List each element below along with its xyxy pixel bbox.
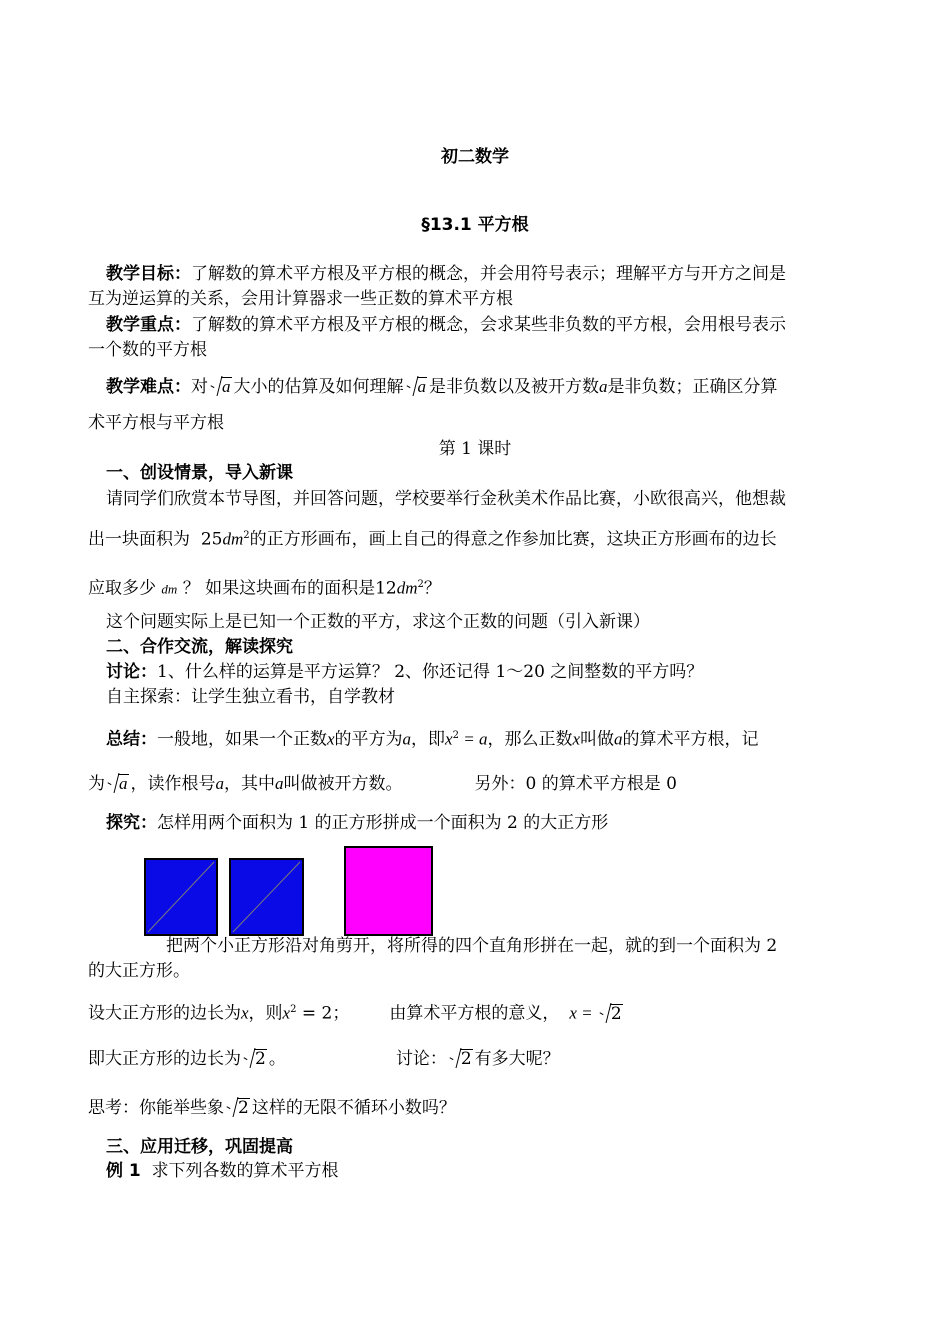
side-text-a: 设大正方形的边长为 [88, 1003, 241, 1024]
var-x: x [241, 1003, 249, 1023]
unit-sup: 2 [243, 530, 250, 541]
s1-line2-text-b: 的正方形画布，画上自己的得意之作参加比赛，这块正方形画布的边长 [249, 529, 777, 550]
summary2-text-e: 另外：0 的算术平方根是 0 [474, 774, 677, 794]
unit-dm: dm [222, 529, 244, 549]
var-a: a [402, 729, 412, 749]
teaching-goal-line2: 互为逆运算的关系，会用计算器求一些正数的算术平方根 [88, 289, 513, 309]
summary2-text-c: ，其中 [224, 774, 275, 794]
s1-line3 [88, 574, 441, 601]
summary2-text-a: 为 [88, 774, 105, 794]
cut-line2: 的大正方形。 [88, 961, 190, 981]
example-1-label: 例 1 [106, 1161, 141, 1181]
diagonal-line [231, 860, 302, 934]
doc-subject: 初二数学 [441, 147, 509, 167]
think-line [88, 1097, 456, 1119]
side2-text-a: 即大正方形的边长为 [88, 1049, 241, 1069]
summary-text-a: 一般地，如果一个正数 [157, 729, 327, 750]
discuss-text: 1、什么样的运算是平方运算？ 2、你还记得 1～20 之间整数的平方吗？ [157, 662, 704, 682]
area-12: 12 [375, 578, 397, 599]
summary-line1 [106, 725, 759, 751]
s1-line3-text-a: 应取多少 [88, 578, 156, 599]
eq-sup: 2 [290, 1004, 297, 1015]
example-1-text: 求下列各数的算术平方根 [151, 1161, 339, 1181]
sqrt-2-symbol: 2 [226, 1097, 250, 1119]
side-text-c: ； [332, 1003, 350, 1024]
side-line2 [88, 1048, 560, 1070]
unit-dm: dm [396, 578, 418, 598]
summary-line2 [88, 773, 677, 795]
area-25: 25 [200, 529, 223, 550]
section-title: §13.1 平方根 [421, 215, 529, 235]
var-a: a [215, 774, 224, 793]
teaching-focus-line1 [106, 314, 786, 336]
small-square-2 [229, 858, 304, 936]
discuss-label: 讨论： [106, 662, 157, 682]
eq-x: x [445, 729, 453, 749]
eq-x: x [282, 1003, 291, 1023]
side-text-d: 由算术平方根的意义， [389, 1003, 560, 1024]
var-x: x [572, 729, 580, 749]
side-text-b: ，则 [248, 1003, 283, 1024]
x-equals: x = [569, 1003, 597, 1023]
var-a: a [599, 377, 608, 396]
eq-rhs: = a [458, 729, 488, 749]
summary-text-f: 的算术平方根，记 [622, 729, 759, 750]
sqrt-2-symbol: 2 [243, 1048, 267, 1070]
focus-label: 教学重点： [106, 315, 191, 335]
side2-text-c: 讨论： [395, 1049, 447, 1069]
goal-label: 教学目标： [106, 264, 191, 284]
section-3-title: 三、应用迁移，巩固提高 [106, 1137, 293, 1157]
sqrt-a-symbol: a [210, 376, 232, 398]
side-line1 [88, 999, 625, 1025]
diagonal-line [146, 860, 216, 934]
sqrt-a-symbol: a [107, 773, 129, 795]
lesson-label: 第 1 课时 [438, 439, 512, 459]
small-square-1 [144, 858, 218, 936]
difficulty-label: 教学难点： [106, 377, 191, 397]
summary2-text-d: 叫做被开方数。 [283, 774, 403, 794]
s1-line4: 这个问题实际上是已知一个正数的平方，求这个正数的问题（引入新课） [106, 612, 650, 632]
summary-text-c: ，即 [411, 729, 446, 750]
sqrt-2-symbol: 2 [599, 1003, 623, 1025]
section-1-title: 一、创设情景，导入新课 [106, 463, 293, 483]
s1-line1: 请同学们欣赏本节导图，并回答问题，学校要举行金秋美术作品比赛，小欧很高兴，他想裁 [106, 489, 786, 509]
eq2-rhs: = 2 [296, 1003, 333, 1024]
example-1-line [106, 1160, 339, 1182]
var-x: x [327, 729, 335, 749]
difficulty-text-c: 是非负数以及被开方数 [429, 377, 599, 397]
summary-text-e: 叫做 [580, 729, 614, 750]
summary-text-d: ，那么正数 [487, 729, 573, 750]
summary2-text-b: ，读作根号 [130, 774, 216, 794]
summary-label: 总结： [106, 729, 157, 750]
goal-text: 了解数的算术平方根及平方根的概念，并会用符号表示；理解平方与开方之间是 [191, 264, 786, 284]
explore-label: 探究： [106, 813, 157, 833]
explore-line [106, 812, 608, 834]
var-a: a [275, 774, 284, 793]
unit-sup: 2 [417, 579, 424, 590]
sqrt-a-symbol: a [406, 376, 428, 398]
summary-text-b: 的平方为 [334, 729, 403, 750]
focus-text: 了解数的算术平方根及平方根的概念，会求某些非负数的平方根，会用根号表示 [191, 315, 786, 335]
unit-dm: dm [161, 581, 178, 597]
big-square [344, 846, 433, 936]
cut-line1: 把两个小正方形沿对角剪开，将所得的四个直角形拼在一起，就的到一个面积为 2 [166, 936, 778, 956]
teaching-goal-line1 [106, 263, 786, 285]
var-a: a [614, 729, 623, 749]
section-2-title: 二、合作交流，解读探究 [106, 637, 293, 657]
think-text-a: 思考：你能举些象 [88, 1098, 224, 1118]
s1-line2 [88, 525, 777, 551]
teaching-difficulty-line2: 术平方根与平方根 [88, 413, 224, 433]
s1-line3-text-c: ？ [423, 578, 441, 599]
sqrt-2-symbol: 2 [449, 1048, 473, 1070]
self-explore-line: 自主探索：让学生独立看书，自学教材 [106, 687, 395, 707]
difficulty-text-d: 是非负数；正确区分算 [607, 377, 778, 397]
s1-line2-text-a: 出一块面积为 [88, 529, 190, 550]
discuss-line [106, 661, 703, 683]
teaching-focus-line2: 一个数的平方根 [88, 340, 207, 360]
eq-sup: 2 [452, 730, 459, 741]
s1-line3-text-b: ？ 如果这块画布的面积是 [182, 578, 376, 599]
think-text-b: 这样的无限不循环小数吗？ [251, 1098, 456, 1118]
explore-text: 怎样用两个面积为 1 的正方形拼成一个面积为 2 的大正方形 [157, 813, 609, 833]
difficulty-text-a: 对 [191, 377, 208, 397]
side2-text-b: 。 [268, 1049, 286, 1069]
teaching-difficulty-line1 [106, 376, 778, 398]
difficulty-text-b: 大小的估算及如何理解 [233, 377, 404, 397]
side2-text-d: 有多大呢？ [474, 1049, 560, 1069]
